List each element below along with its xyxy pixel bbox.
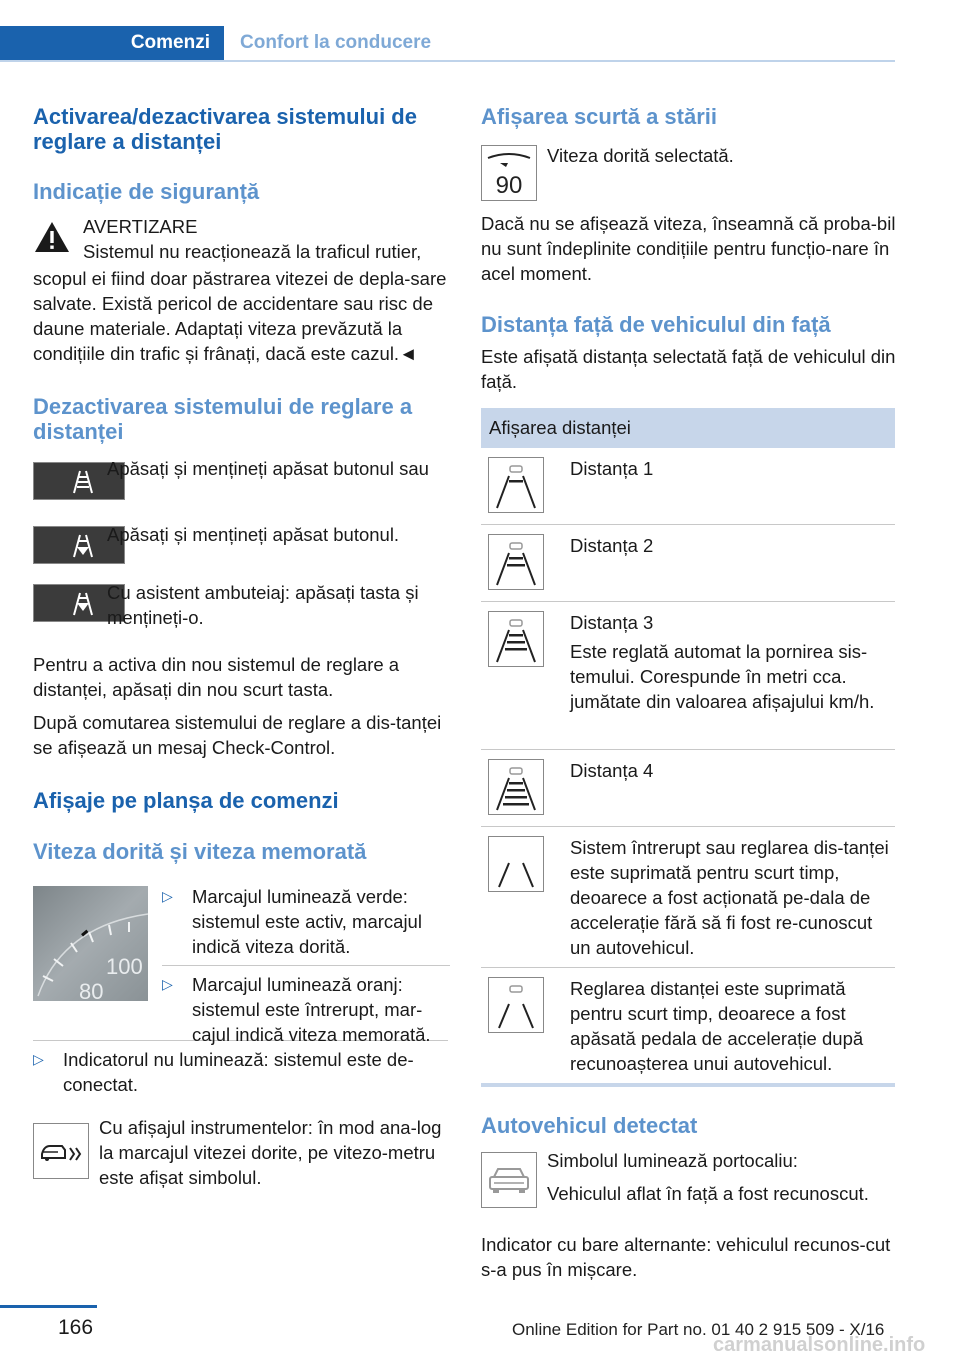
table-row: [481, 448, 895, 525]
button-row-2: [33, 522, 448, 562]
edition-footer: Online Edition for Part no. 01 40 2 915 509 - X/16: [512, 1320, 885, 1339]
footer-rule: [0, 1305, 97, 1308]
right-column: [481, 100, 896, 1282]
distance-intro-text: Este afișată distanța selectată față de vehiculul din față.: [481, 346, 896, 392]
button-3-text: Cu asistent ambuteiaj: apăsați tasta și mențineți-o.: [107, 582, 419, 628]
chapter-tab: Comenzi: [0, 26, 224, 60]
distance-row-text: Distanța 4: [570, 760, 654, 781]
button-1-text: Apăsați și mențineți apăsat butonul sau: [107, 458, 429, 479]
check-control-text: După comutarea sistemului de reglare a dis-tanței se afișează un mesaj Check-Control.: [33, 712, 442, 758]
warning-text: scopul ei fiind doar păstrarea vitezei de depla-sare salvate. Există pericol de accidentare sau risc de daune materiale. Adaptați viteza prevăzută la condițiile din trafic și frânați, dacă este cazul.◄: [33, 268, 447, 364]
bullet-triangle-icon: ▷: [33, 1051, 44, 1067]
button-row-1: [33, 456, 448, 514]
bullet-item-orange: [162, 972, 450, 1047]
speedometer-gauge-icon: [33, 886, 148, 1001]
acc-symbol-icon: [33, 1123, 89, 1179]
heading-deactivate: Dezactivarea sistemului de reglare a distanței: [33, 394, 413, 444]
detected-text-2: Vehiculul aflat în față a fost recunoscut.: [547, 1183, 869, 1204]
warning-triangle-icon: [33, 220, 71, 254]
desired-speed-icon: [481, 145, 537, 201]
detected-block: [481, 1148, 896, 1218]
alternating-bars-text: Indicator cu bare alternante: vehiculul recunos-cut s-a pus în mișcare.: [481, 1234, 891, 1280]
distance-row-note: Este reglată automat la pornirea sis-temului. Corespunde în metri cca. jumătate din valoarea afișajului km/h.: [570, 641, 875, 712]
bullet-triangle-icon: ▷: [162, 976, 173, 992]
bullet-triangle-icon: ▷: [162, 888, 173, 904]
running-header: [0, 26, 895, 62]
bullet-text-off: Indicatorul nu luminează: sistemul este de-conectat.: [63, 1049, 414, 1095]
header-rule: [0, 60, 895, 62]
no-speed-text: Dacă nu se afișează viteza, înseamnă că proba-bil nu sunt îndeplinite condițiile pentru funcțio-nare în acel moment.: [481, 213, 896, 284]
table-header: Afișarea distanței: [481, 408, 895, 448]
distance-row-text: Distanța 1: [570, 458, 654, 479]
heading-activate: Activarea/dezactivarea sistemului de reglare a distanței: [33, 104, 417, 154]
table-row: [481, 827, 895, 968]
page-number: 166: [58, 1316, 94, 1339]
distance-4-icon: [488, 759, 544, 815]
heading-detected: Autovehicul detectat: [481, 1113, 698, 1138]
distance-row-text: Distanța 3: [570, 612, 654, 633]
vehicle-detected-icon: [481, 1152, 537, 1208]
distance-row-text: Sistem întrerupt sau reglarea dis-tanței este suprimată pentru scurt timp, deoarece a fost acționată pe-dala de accelerație fără să fi fost re-cunoscut un autovehicul.: [570, 837, 889, 958]
warning-text-first: Sistemul nu reacționează la traficul rutier,: [83, 241, 422, 262]
distance-1-icon: [488, 457, 544, 513]
table-row: [481, 602, 895, 750]
button-row-3: [33, 580, 448, 640]
left-column: [33, 100, 448, 1200]
distance-row-text: Reglarea distanței este suprimată pentru scurt timp, deoarece a fost apăsată pedala de accelerație după recunoașterea unui autovehicul.: [570, 978, 864, 1074]
section-tab: Confort la conducere: [240, 32, 432, 53]
analog-text: Cu afișajul instrumentelor: în mod ana-log la marcajul vitezei dorite, pe vitezo-metru este afișat simbolul.: [99, 1117, 442, 1188]
distance-table: [481, 408, 895, 1087]
table-row: [481, 968, 895, 1083]
status-text: Viteza dorită selectată.: [547, 145, 734, 166]
table-end-rule: [481, 1083, 895, 1087]
distance-row-text: Distanța 2: [570, 535, 654, 556]
heading-distance: Distanța față de vehiculul din față: [481, 312, 831, 337]
button-2-text: Apăsați și mențineți apăsat butonul.: [107, 524, 400, 545]
heading-speed: Viteza dorită și viteza memorată: [33, 839, 367, 864]
table-row: [481, 750, 895, 827]
bullet-item-off: [33, 1047, 448, 1097]
bullet-item-green: [162, 884, 450, 959]
bullet-text-green: Marcajul luminează verde: sistemul este activ, marcajul indică viteza dorită.: [192, 886, 422, 957]
gauge-label-80: 80: [79, 979, 104, 1001]
heading-displays: Afișaje pe planșa de comenzi: [33, 788, 339, 813]
distance-suppressed-icon: [488, 977, 544, 1033]
heading-safety: Indicație de siguranță: [33, 179, 260, 204]
bullet-divider: [162, 965, 450, 966]
warning-block: [33, 214, 448, 266]
status-block: [481, 143, 896, 211]
system-interrupted-icon: [488, 836, 544, 892]
warning-title: AVERTIZARE: [83, 216, 198, 237]
analog-block: [33, 1115, 448, 1200]
watermark: carmanualsonline.info: [713, 1334, 926, 1356]
speed-bullets-block: [33, 884, 448, 1045]
detected-text-1: Simbolul luminează portocaliu:: [547, 1150, 798, 1171]
heading-status: Afișarea scurtă a stării: [481, 104, 718, 129]
table-row: [481, 525, 895, 602]
gauge-label-100: 100: [106, 954, 143, 979]
speed-icon-value: 90: [495, 172, 523, 199]
speed-bullet-list: [162, 884, 450, 1047]
distance-3-icon: [488, 611, 544, 667]
distance-2-icon: [488, 534, 544, 590]
bullet-text-orange: Marcajul luminează oranj: sistemul este întrerupt, mar-cajul indică viteza memorată.: [192, 974, 431, 1045]
reactivate-text: Pentru a activa din nou sistemul de reglare a distanței, apăsați din nou scurt tasta.: [33, 654, 400, 700]
